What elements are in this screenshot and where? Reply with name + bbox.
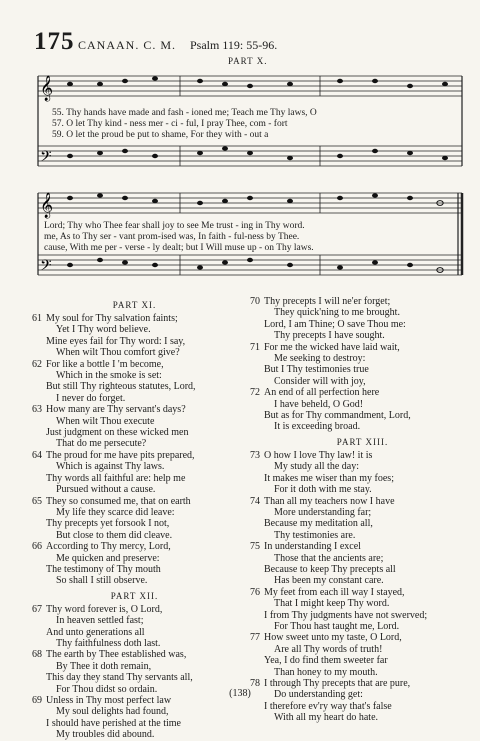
verse-number: 69: [32, 695, 42, 706]
verse-text: They quick'ning to me brought.: [274, 307, 400, 319]
verse-line: [32, 313, 237, 324]
lyric-line-2-2: me, As to Thy ser - vant prom-ised was, In faith - ful-ness by Thee.: [44, 232, 300, 242]
verse-text: For it doth with me stay.: [274, 484, 372, 496]
verse-text: Lord, I am Thine; O save Thou me:: [264, 318, 406, 330]
verse-number: 71: [250, 341, 260, 353]
verse-line: [32, 615, 237, 626]
page-number: (138): [229, 688, 251, 699]
verse-62: [32, 359, 237, 405]
verse-text: I through Thy precepts that are pure,: [264, 678, 411, 689]
verse-text: How many are Thy servant's days?: [46, 404, 186, 416]
verse-line: [250, 610, 475, 621]
verse-text: But as for Thy commandment, Lord,: [264, 410, 411, 422]
verse-line: [32, 729, 237, 740]
verse-line: [250, 296, 475, 307]
verse-line: [32, 438, 237, 449]
verse-text: My troubles did abound.: [56, 729, 155, 741]
verse-text: Thy testimonies are.: [274, 529, 356, 541]
part-heading: PART XII.: [110, 590, 159, 601]
verse-text: They so consumed me, that on earth: [46, 495, 191, 507]
verse-65: [32, 496, 237, 542]
verse-text: My life they scarce did leave:: [56, 506, 175, 518]
verse-75: [250, 541, 475, 587]
verse-number: 63: [32, 404, 42, 416]
verse-67: [32, 604, 237, 650]
verse-line: [250, 632, 475, 643]
verse-line: [32, 496, 237, 507]
left-column: [32, 296, 237, 741]
verse-text: That I might keep Thy word.: [274, 598, 390, 610]
verse-text: Just judgment on these wicked men: [46, 427, 189, 439]
verse-line: [32, 627, 237, 638]
verse-line: [32, 649, 237, 660]
verse-text: An end of all perfection here: [264, 387, 380, 399]
verse-line: [32, 416, 237, 427]
verse-text: Thy word forever is, O Lord,: [46, 603, 163, 615]
verse-text: Yea, I do find them sweeter far: [264, 655, 388, 667]
verse-line: [250, 364, 475, 375]
verse-text: But still Thy righteous statutes, Lord,: [46, 381, 196, 393]
verse-line: [250, 655, 475, 666]
verse-line: [32, 324, 237, 335]
verse-line: [32, 672, 237, 683]
verse-line: [32, 461, 237, 472]
verse-text: More understanding far;: [274, 506, 372, 518]
right-column: [250, 296, 475, 724]
verse-line: [250, 587, 475, 598]
verse-text: I never do forget.: [56, 392, 126, 404]
verse-number: 66: [32, 541, 42, 553]
verse-line: [250, 530, 475, 541]
verse-text: I should have perished at the time: [46, 717, 181, 729]
verse-line: [32, 336, 237, 347]
svg-text:𝄞: 𝄞: [40, 76, 54, 101]
verse-line: [250, 598, 475, 609]
verse-77: [250, 632, 475, 678]
verse-line: [32, 393, 237, 404]
verse-number: 70: [250, 296, 260, 307]
verse-line: [250, 319, 475, 330]
verse-text: Me seeking to destroy:: [274, 353, 366, 365]
verse-line: [32, 359, 237, 370]
lyric-line-1-2: 57. O let Thy kind - ness mer - ci - ful, I pray Thee, com - fort: [52, 119, 288, 129]
verse-line: [250, 667, 475, 678]
verse-line: [250, 496, 475, 507]
verse-line: [250, 353, 475, 364]
verse-text: I therefore ev'ry way that's false: [264, 700, 392, 712]
verse-71: [250, 342, 475, 388]
verse-line: [250, 712, 475, 723]
lyric-line-2-1: Lord; Thy who Thee fear shall joy to see Me trust - ing in Thy word.: [44, 221, 305, 231]
verse-line: [250, 410, 475, 421]
verse-line: [250, 461, 475, 472]
verse-number: 76: [250, 586, 260, 598]
verse-text: When wilt Thou execute: [56, 415, 155, 427]
verse-text: Thy words all faithful are: help me: [46, 472, 186, 484]
verse-text: Pursued without a cause.: [56, 484, 156, 496]
verse-number: 68: [32, 649, 42, 661]
lyric-line-2-3: cause, With me per - verse - ly dealt; but I Will muse up - on Thy laws.: [44, 243, 314, 253]
verse-text: Yet I Thy word believe.: [56, 324, 151, 336]
verse-number: 62: [32, 358, 42, 370]
verse-61: [32, 313, 237, 359]
verse-line: [32, 575, 237, 586]
verse-73: [250, 450, 475, 496]
verse-text: Thy faithfulness doth last.: [56, 637, 161, 649]
verse-line: [250, 564, 475, 575]
verse-line: [32, 518, 237, 529]
verse-text: In heaven settled fast;: [56, 615, 144, 627]
svg-text:𝄢: 𝄢: [40, 148, 52, 169]
verse-text: That do me persecute?: [56, 438, 147, 450]
verse-text: The earth by Thee established was,: [46, 649, 187, 661]
verse-text: Than all my teachers now I have: [264, 495, 395, 507]
verse-text: Which is against Thy laws.: [56, 461, 165, 473]
verse-text: It makes me wiser than my foes;: [264, 472, 394, 484]
verse-text: Which in the smoke is set:: [56, 370, 162, 382]
verse-text: My soul delights had found,: [56, 706, 169, 718]
verse-line: [250, 330, 475, 341]
verse-text: For Thou hast taught me, Lord.: [274, 620, 400, 632]
verse-text: Thy precepts yet forsook I not,: [46, 518, 170, 530]
verse-line: [32, 530, 237, 541]
verse-text: Because to keep Thy precepts all: [264, 563, 396, 575]
verse-76: [250, 587, 475, 633]
verse-line: [250, 518, 475, 529]
verse-text: Than honey to my mouth.: [274, 666, 378, 678]
verse-text: Those that the ancients are;: [274, 552, 384, 564]
verse-text: Me quicken and preserve:: [56, 552, 160, 564]
verse-line: [32, 638, 237, 649]
verse-line: [32, 541, 237, 552]
verse-line: [32, 381, 237, 392]
part-heading: PART XI.: [112, 300, 157, 310]
verse-line: [250, 507, 475, 518]
verse-line: [250, 342, 475, 353]
verse-text: How sweet unto my taste, O Lord,: [264, 632, 402, 644]
verse-line: [32, 484, 237, 495]
verse-number: 64: [32, 449, 42, 461]
verse-72: [250, 387, 475, 433]
verse-text: But close to them did cleave.: [56, 529, 173, 541]
verse-text: But I Thy testimonies true: [264, 364, 369, 376]
verse-64: [32, 450, 237, 496]
verse-66: [32, 541, 237, 587]
tune-name: CANAAN. C. M.: [78, 38, 177, 52]
verse-line: [32, 370, 237, 381]
verse-number: 78: [250, 678, 260, 689]
verse-number: 74: [250, 495, 260, 507]
verse-line: [250, 307, 475, 318]
verse-text: With all my heart do hate.: [274, 712, 379, 724]
verse-78: [250, 678, 475, 724]
verse-line: [250, 473, 475, 484]
verse-line: [250, 644, 475, 655]
verse-line: [32, 473, 237, 484]
verse-text: My study all the day:: [274, 461, 359, 473]
verse-text: Unless in Thy most perfect law: [46, 695, 172, 706]
verse-line: [250, 553, 475, 564]
verse-text: For me the wicked have laid wait,: [264, 341, 400, 353]
verse-line: [250, 484, 475, 495]
verse-text: My soul for Thy salvation faints;: [46, 313, 178, 324]
verse-line: [32, 661, 237, 672]
verse-line: [250, 621, 475, 632]
verse-text: O how I love Thy law! it is: [264, 449, 373, 461]
verse-number: 61: [32, 313, 42, 324]
verse-text: For Thou didst so ordain.: [56, 683, 158, 695]
verse-line: [32, 450, 237, 461]
verse-line: [250, 399, 475, 410]
svg-text:𝄢: 𝄢: [40, 257, 52, 278]
verse-line: [32, 347, 237, 358]
verse-line: [250, 421, 475, 432]
verse-number: 77: [250, 632, 260, 644]
verse-text: I have beheld, O God!: [274, 398, 364, 410]
verse-70: [250, 296, 475, 342]
verse-text: When wilt Thou comfort give?: [56, 347, 180, 359]
verse-line: [32, 706, 237, 717]
verse-74: [250, 496, 475, 542]
hymn-number: 175: [34, 28, 75, 55]
verse-text: For like a bottle I 'm become,: [46, 358, 164, 370]
lyric-line-1-3: 59. O let the proud be put to shame, For they with - out a: [52, 130, 269, 140]
verse-text: By Thee it doth remain,: [56, 660, 152, 672]
verse-line: [32, 427, 237, 438]
verse-text: Mine eyes fail for Thy word: I say,: [46, 335, 186, 347]
verse-text: And unto generations all: [46, 626, 145, 638]
verse-line: [32, 718, 237, 729]
verse-text: The testimony of Thy mouth: [46, 563, 161, 575]
verse-text: According to Thy mercy, Lord,: [46, 541, 171, 553]
part-x-label: PART X.: [228, 56, 268, 66]
verse-63: [32, 404, 237, 450]
verse-text: Consider will with joy,: [274, 375, 366, 387]
verse-line: [32, 507, 237, 518]
psalm-reference: Psalm 119: 55-96.: [190, 38, 278, 52]
verse-text: Do understanding get:: [274, 689, 363, 701]
verse-line: [250, 701, 475, 712]
lyric-line-1-1: 55. Thy hands have made and fash - ioned me; Teach me Thy laws, O: [52, 108, 317, 118]
verse-number: 65: [32, 495, 42, 507]
verse-line: [250, 450, 475, 461]
verse-text: This day they stand Thy servants all,: [46, 672, 193, 684]
verse-number: 73: [250, 449, 260, 461]
verse-line: [250, 387, 475, 398]
verse-line: [32, 564, 237, 575]
verse-text: Has been my constant care.: [274, 575, 384, 587]
verse-number: 75: [250, 541, 260, 553]
verse-text: Because my meditation all,: [264, 518, 373, 530]
verse-line: [32, 553, 237, 564]
verse-text: Are all Thy words of truth!: [274, 643, 383, 655]
verse-number: 72: [250, 387, 260, 399]
verse-number: 67: [32, 603, 42, 615]
part-heading: PART XIII.: [336, 436, 389, 447]
verse-text: Thy precepts I will ne'er forget;: [264, 296, 391, 307]
verse-text: It is exceeding broad.: [274, 421, 361, 433]
svg-text:𝄞: 𝄞: [40, 193, 54, 218]
verse-69: [32, 695, 237, 741]
verse-text: In understanding I excel: [264, 541, 361, 553]
verse-line: [250, 541, 475, 552]
verse-text: My feet from each ill way I stayed,: [264, 586, 405, 598]
verse-text: I from Thy judgments have not swerved;: [264, 609, 428, 621]
verse-line: [250, 575, 475, 586]
verse-text: The proud for me have pits prepared,: [46, 449, 195, 461]
verse-text: So shall I still observe.: [56, 575, 148, 587]
verse-line: [32, 604, 237, 615]
verse-line: [250, 376, 475, 387]
verse-line: [32, 404, 237, 415]
verse-text: Thy precepts I have sought.: [274, 330, 385, 342]
